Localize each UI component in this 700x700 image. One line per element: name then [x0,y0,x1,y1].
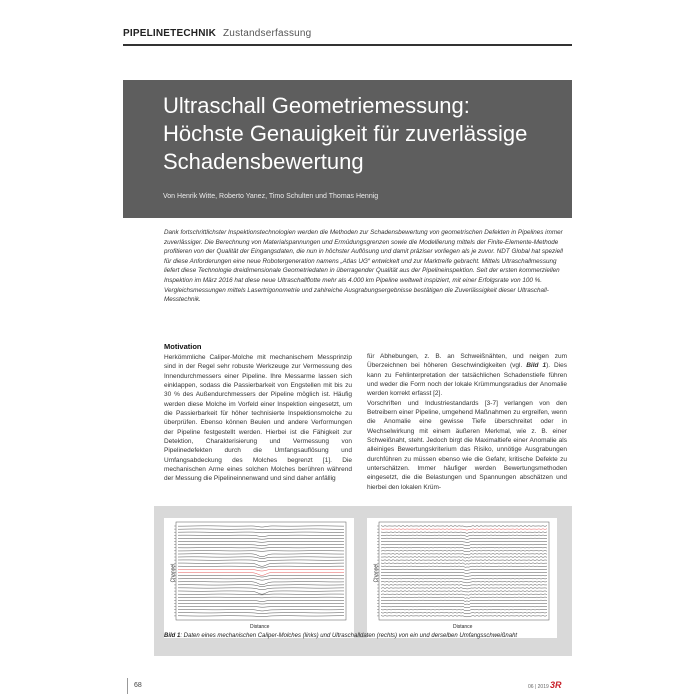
channel-trace [178,616,344,617]
channel-trace [381,547,547,548]
channel-trace [178,610,344,611]
channel-trace [381,526,547,527]
channel-trace [178,541,344,542]
body-text: für Abhebungen, z. B. an Schweißnähten, und neigen zum Überzeichnen bei höheren Geschwindigkeiten (vgl. [367,353,567,370]
publisher-logo: 3R [550,680,562,690]
header-section: PIPELINETECHNIK [123,28,217,39]
channel-trace [178,535,344,536]
header-rule [123,44,572,46]
channel-trace [381,541,547,542]
footer-rule [127,678,128,694]
channel-trace [178,532,344,533]
abstract: Dank fortschrittlichster Inspektionstechnologien werden die Methoden zur Schadensbewertung von geometrischen Defekten in Pipelines immer zuverlässiger. Die Berechnung von Materialspannungen und Ermüdungsgrenzen sowie die Modellierung mittels der Finite-Elemente-Methode profitieren von der Qualität der Eingangsdaten, die nun in höchster Auflösung und damit präziser vorliegen als je zuvor. NDT Global hat speziell für diese Anforderungen eine neue Robotergeneration namens „Atlas UG“ entwickelt und zur Marktreife gebracht. Mittels Ultraschallmessung liefert diese Technologie dreidimensionale Geometriedaten in überragender Qualität aus der Pipelineinspektion. Seit der ersten kommerziellen Inspektion im März 2016 hat diese neue Ultraschallflotte mehr als 4.000 km Pipeline weltweit inspiziert, mit einer Erfolgsrate von 100 %. Vergleichsmessungen mittels Lasertrigonometrie und zahlreiche Ausgrabungsergebnisse bestätigen die Zuverlässigkeit dieser Ultraschall-Messtechnik. [164,229,563,304]
running-header [123,28,311,39]
channel-trace [381,566,547,567]
channel-trace [381,529,547,530]
x-axis-label: Distance [453,624,473,630]
channel-trace [178,569,344,571]
channel-trace [381,606,547,607]
title-line-2: Höchste Genauigkeit für zuverlässige [163,121,528,146]
channel-trace [381,572,547,573]
channel-trace [178,579,344,581]
channel-trace [178,551,344,552]
body-text: ). Dies kann zu Fehlinterpretation der tatsächlichen Schadenstiefe führen und weder die Form noch der lokale Krümmungsradius der Anomalie werden korrekt erfasst [2]. [367,362,567,398]
figure-reference: Bild 1 [526,362,547,370]
channel-trace [178,600,344,601]
header-subsection: Zustandserfassung [223,28,312,39]
channel-trace [178,560,344,562]
title-banner [123,80,572,218]
body-paragraph: Vorschriften und Industriestandards [3-7] verlangen von den Betreibern einer Pipeline, umgehend Maßnahmen zu ergreifen, wenn die Anomalie eine gewisse Tiefe überschreitet oder in Wechselwirkung mit einem äußeren Merkmal, wie z. B. einer Schweißnaht, steht. Jedoch birgt die Maximaltiefe einer Anomalie als alleiniges Bewertungskriterium das Risiko, unnötige Ausgrabungen durchführen zu müssen ebenso wie die Gefahr, kritische Defekte zu unterschätzen. Immer häufiger werden Bewertungsmethoden eingesetzt, die die Belastungen und Spannungen abschätzen und hierbei den lokalen Krüm- [367,399,567,491]
ultrasonic-plot [367,518,557,638]
channel-trace [178,606,344,607]
channel-trace [178,548,344,549]
section-heading: Motivation [164,342,202,351]
channel-trace [381,575,547,576]
body-paragraph: Herkömmliche Caliper-Molche mit mechanischem Messprinzip sind in der Regel sehr robuste Werkzeuge zur Vermessung des Innendurchmessers einer Pipeline. Ihre Messarme lassen sich einklappen, sodass die Passierbarkeit von Engstellen mit bis zu 30 % des Außendurchmessers der Pipeline möglich ist. Häufig werden diese Molche im Vorfeld einer Inspektion eingesetzt, um die Passierbarkeit für höher technisierte Inspektionsmolche zu überprüfen. Ebenso können Beulen und andere Verformungen der Pipeline festgestellt werden. Hierbei ist die Fähigkeit zur Detektion, Charakterisierung und Vermessung von Pipelinedefekten durch die Umfangsauflösung und Umfangsabdeckung des Molches begrenzt [1]. Die mechanischen Arme eines solchen Molches berühren während der Messung die Pipelineinnenwand und sind daher anfällig [164,354,352,483]
channel-trace [178,603,344,604]
column-left [164,342,352,484]
channel-trace [381,588,547,589]
channel-trace [381,544,547,545]
channel-trace [381,609,547,610]
channel-trace [178,582,344,585]
channel-trace [178,538,344,539]
channel-trace [178,588,344,590]
channel-trace [381,591,547,592]
channel-trace [381,581,547,582]
channel-trace [381,578,547,580]
channel-trace [381,560,547,562]
channel-trace [381,550,547,551]
column-right [367,352,567,492]
channel-trace [381,535,547,537]
article-title [163,92,563,176]
channel-trace [381,612,547,613]
plot-frame [379,522,549,620]
channel-trace [178,557,344,559]
channel-trace [178,613,344,614]
authors: Von Henrik Witte, Roberto Yanez, Timo Schulten und Thomas Hennig [163,193,379,200]
ultrasonic-traces [367,518,557,638]
y-axis-label: Channel [170,563,177,583]
channel-trace [381,616,547,617]
title-line-1: Ultraschall Geometriemessung: [163,93,470,118]
page-number: 68 [134,682,142,689]
x-axis-label: Distance [250,624,270,630]
channel-trace [381,569,547,570]
y-axis-label: Channel [373,563,380,583]
channel-trace [381,554,547,555]
body-paragraph [367,352,567,399]
channel-trace [178,572,344,575]
issue-label: 06 | 2019 [528,684,549,690]
channel-trace [178,529,344,530]
channel-trace [178,597,344,598]
channel-trace [381,532,547,533]
channel-trace [381,557,547,558]
channel-trace [178,554,344,557]
channel-trace [381,594,547,595]
channel-trace [381,585,547,586]
channel-trace [381,563,547,564]
channel-trace [178,575,344,577]
figure-caption [164,633,569,639]
channel-trace [178,566,344,568]
channel-trace [178,563,344,566]
channel-trace [178,526,344,527]
caption-text: : Daten eines mechanischen Caliper-Molches (links) und Ultraschalldaten (rechts) von ein und derselben Umfangsschweißnaht [180,633,518,639]
channel-trace [381,600,547,602]
caliper-traces [164,518,354,638]
channel-trace [381,603,547,605]
channel-trace [178,591,344,594]
channel-trace [381,597,547,598]
channel-trace [178,544,344,545]
caliper-plot [164,518,354,638]
caption-label: Bild 1 [164,633,181,639]
channel-trace [178,585,344,587]
channel-trace [381,538,547,539]
title-line-3: Schadensbewertung [163,149,364,174]
